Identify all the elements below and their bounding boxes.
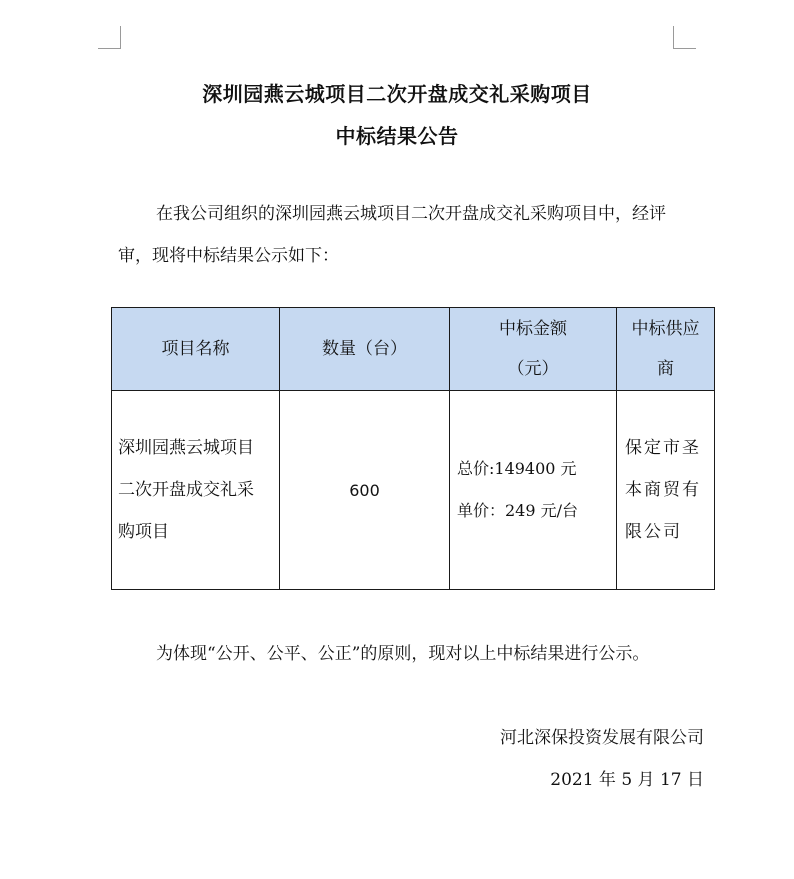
signature-date: 2021 年 5 月 17 日: [550, 770, 704, 790]
header-supplier: [617, 308, 715, 391]
amount-unit-price: 单价：249 元/台: [457, 501, 579, 520]
margin-corner-top-left: [98, 26, 121, 49]
cell-supplier: [617, 391, 715, 590]
header-line: 项目名称: [161, 339, 230, 359]
amount-total: 总价:149400 元: [457, 459, 577, 478]
cell-quantity: 600: [280, 391, 450, 590]
signature-organization: 河北深保投资发展有限公司: [500, 728, 704, 748]
header-quantity: [280, 308, 450, 391]
intro-paragraph-line-2: 审，现将中标结果公示如下：: [118, 246, 339, 266]
header-line: 中标金额: [499, 319, 567, 339]
margin-corner-top-right: [673, 26, 696, 49]
cell-project-name: [112, 391, 280, 590]
header-line: （元）: [507, 359, 559, 379]
bid-result-table: [111, 307, 715, 590]
cell-line: 本商贸有: [625, 480, 701, 500]
cell-line: 深圳园燕云城项目: [118, 438, 254, 458]
document-title: 深圳园燕云城项目二次开盘成交礼采购项目: [202, 82, 592, 106]
document-subtitle: 中标结果公告: [335, 124, 459, 148]
intro-paragraph-line-1: 在我公司组织的深圳园燕云城项目二次开盘成交礼采购项目中，经评: [156, 204, 666, 224]
closing-paragraph: 为体现“公开、公平、公正”的原则，现对以上中标结果进行公示。: [156, 644, 650, 664]
header-bid-amount: [450, 308, 617, 391]
header-line: 中标供应: [631, 319, 700, 339]
header-line: 商: [657, 359, 674, 379]
cell-line: 购项目: [118, 522, 169, 542]
header-project-name: [112, 308, 280, 391]
table-row: [112, 391, 715, 590]
cell-line: 限公司: [625, 522, 682, 542]
header-line: 数量（台）: [322, 339, 407, 359]
cell-line: 二次开盘成交礼采: [118, 480, 254, 500]
cell-bid-amount: [450, 391, 617, 590]
cell-line: 保定市圣: [625, 438, 701, 458]
table-header-row: [112, 308, 715, 391]
